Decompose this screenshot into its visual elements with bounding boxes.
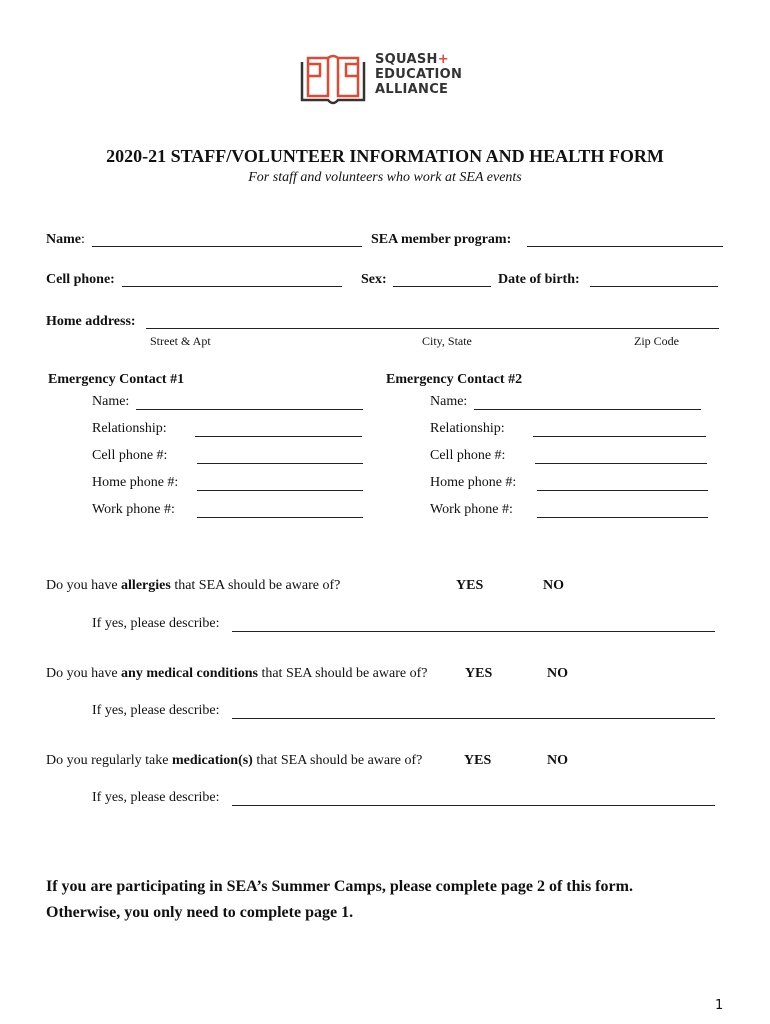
medical-conditions-no-option[interactable]: NO bbox=[547, 666, 568, 681]
street-caption: Street & Apt bbox=[150, 334, 211, 348]
ec1-name-label: Name: bbox=[92, 394, 130, 409]
page-title: 2020-21 STAFF/VOLUNTEER INFORMATION AND HEALTH FORM bbox=[106, 146, 664, 166]
sex-label: Sex: bbox=[361, 272, 387, 287]
allergies-no-option[interactable]: NO bbox=[543, 578, 564, 593]
medications-describe-field[interactable] bbox=[232, 805, 715, 806]
ec2-name-label: Name: bbox=[430, 394, 468, 409]
cell-phone-field[interactable] bbox=[122, 286, 342, 287]
ec2-home-label: Home phone #: bbox=[430, 475, 517, 490]
medications-question: Do you regularly take medication(s) that SEA should be aware of? bbox=[46, 753, 423, 768]
medical-conditions-describe-field[interactable] bbox=[232, 718, 715, 719]
dob-field[interactable] bbox=[590, 286, 718, 287]
logo-line1: SQUASH bbox=[375, 52, 438, 67]
allergies-yes-option[interactable]: YES bbox=[456, 578, 484, 593]
logo bbox=[298, 50, 468, 110]
cell-phone-label: Cell phone: bbox=[46, 272, 115, 287]
medications-describe-label: If yes, please describe: bbox=[92, 790, 220, 805]
allergies-describe-label: If yes, please describe: bbox=[92, 616, 220, 631]
medical-conditions-yes-option[interactable]: YES bbox=[465, 666, 493, 681]
logo-line2: EDUCATION bbox=[375, 67, 463, 82]
summer-camp-note-line1: If you are participating in SEA’s Summer Camps, please complete page 2 of this form. bbox=[46, 878, 633, 895]
name-label: Name: bbox=[46, 232, 85, 247]
ec1-work-field[interactable] bbox=[197, 517, 363, 518]
ec1-home-label: Home phone #: bbox=[92, 475, 179, 490]
sex-field[interactable] bbox=[393, 286, 491, 287]
page-number: 1 bbox=[715, 998, 724, 1013]
ec2-home-field[interactable] bbox=[537, 490, 708, 491]
ec2-cell-label: Cell phone #: bbox=[430, 448, 506, 463]
book-logo-icon bbox=[298, 50, 368, 108]
allergies-question: Do you have allergies that SEA should be aware of? bbox=[46, 578, 341, 593]
dob-label: Date of birth: bbox=[498, 272, 580, 287]
ec2-work-field[interactable] bbox=[537, 517, 708, 518]
medications-yes-option[interactable]: YES bbox=[464, 753, 492, 768]
home-address-field[interactable] bbox=[146, 328, 719, 329]
medical-conditions-describe-label: If yes, please describe: bbox=[92, 703, 220, 718]
logo-line3: ALLIANCE bbox=[375, 82, 449, 97]
ec1-work-label: Work phone #: bbox=[92, 502, 175, 517]
ec1-relationship-field[interactable] bbox=[195, 436, 362, 437]
ec1-name-field[interactable] bbox=[136, 409, 363, 410]
program-field[interactable] bbox=[527, 246, 723, 247]
allergies-describe-field[interactable] bbox=[232, 631, 715, 632]
ec1-relationship-label: Relationship: bbox=[92, 421, 167, 436]
ec1-cell-field[interactable] bbox=[197, 463, 363, 464]
medications-no-option[interactable]: NO bbox=[547, 753, 568, 768]
ec2-work-label: Work phone #: bbox=[430, 502, 513, 517]
program-label: SEA member program: bbox=[371, 232, 512, 247]
ec2-relationship-field[interactable] bbox=[533, 436, 706, 437]
name-field[interactable] bbox=[92, 246, 362, 247]
ec1-home-field[interactable] bbox=[197, 490, 363, 491]
emergency-contact-1-heading: Emergency Contact #1 bbox=[48, 372, 185, 387]
medical-conditions-question: Do you have any medical conditions that SEA should be aware of? bbox=[46, 666, 428, 681]
city-caption: City, State bbox=[422, 334, 472, 348]
page-subtitle: For staff and volunteers who work at SEA events bbox=[248, 170, 522, 185]
ec2-cell-field[interactable] bbox=[535, 463, 707, 464]
ec1-cell-label: Cell phone #: bbox=[92, 448, 168, 463]
logo-plus: + bbox=[437, 52, 449, 67]
emergency-contact-2-heading: Emergency Contact #2 bbox=[386, 372, 523, 387]
ec2-name-field[interactable] bbox=[474, 409, 701, 410]
ec2-relationship-label: Relationship: bbox=[430, 421, 505, 436]
summer-camp-note-line2: Otherwise, you only need to complete page 1. bbox=[46, 904, 354, 921]
zip-caption: Zip Code bbox=[634, 334, 679, 348]
home-address-label: Home address: bbox=[46, 314, 136, 329]
